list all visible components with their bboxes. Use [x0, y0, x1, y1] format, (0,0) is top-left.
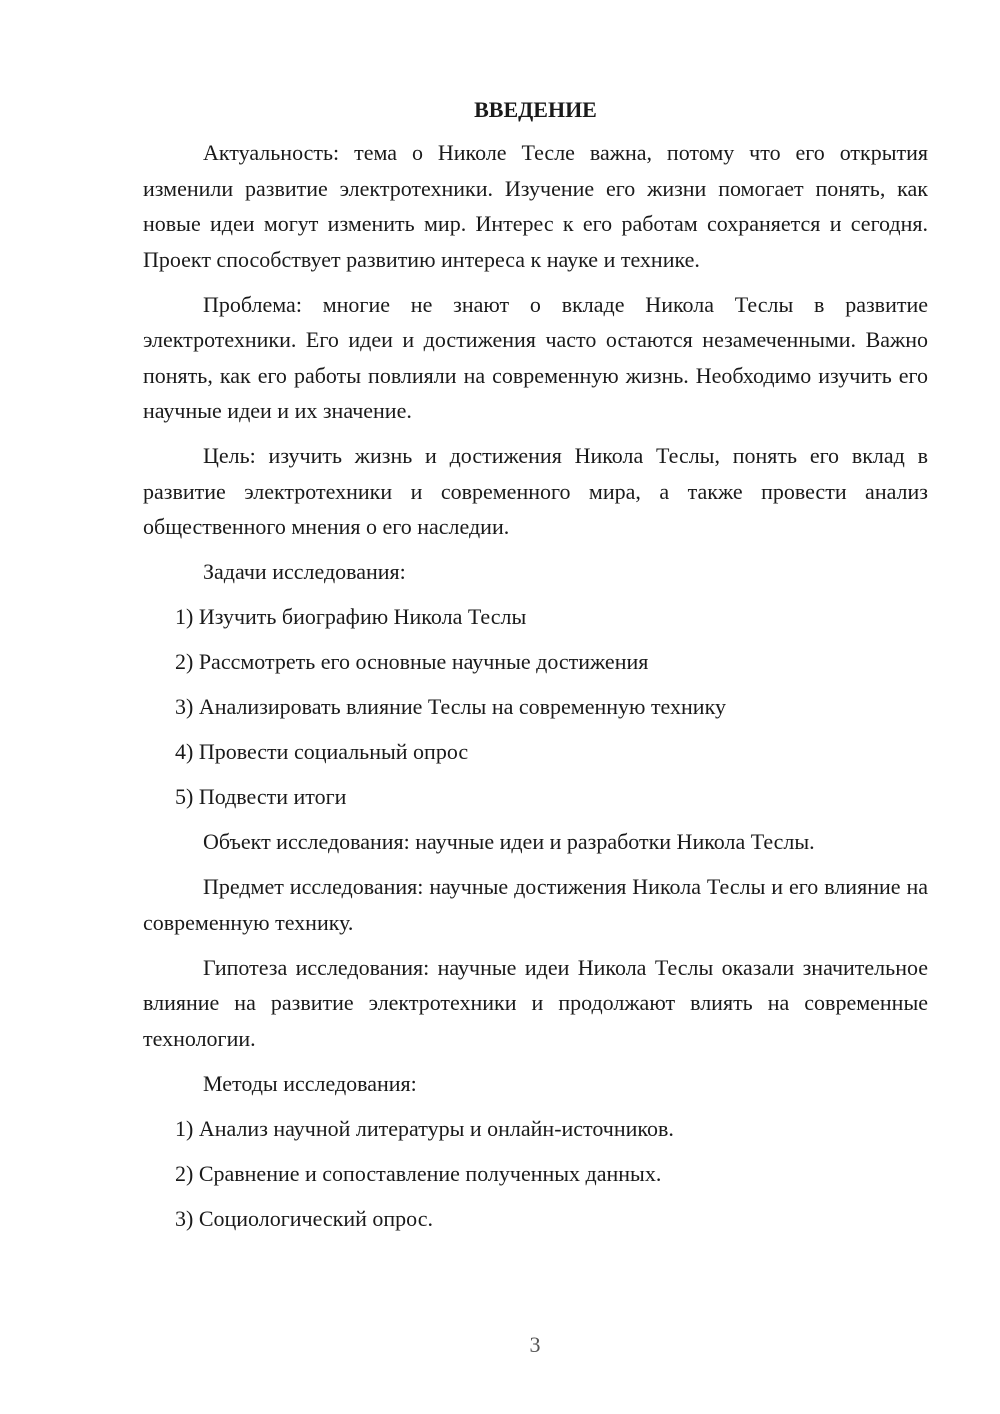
paragraph-object: Объект исследования: научные идеи и разработки Никола Теслы.: [203, 829, 815, 854]
paragraph-problem: Проблема: многие не знают о вкладе Никола Теслы в развитие электротехники. Его идеи и достижения часто остаются незамеченными. Важно понять, как его работы повлияли на современную жизнь. Необходимо изучить его научные идеи и их значение.: [143, 291, 928, 423]
document-page: [143, 92, 928, 1246]
page-title: ВВЕДЕНИЕ: [474, 97, 597, 122]
list-item: 3) Анализировать влияние Теслы на современную технику: [175, 694, 726, 719]
methods-list: [143, 1111, 928, 1237]
methods-heading: Методы исследования:: [203, 1070, 417, 1096]
list-item: 1) Изучить биографию Никола Теслы: [175, 604, 527, 629]
page-number: 3: [529, 1332, 541, 1357]
tasks-list: [143, 599, 928, 815]
paragraph-goal: Цель: изучить жизнь и достижения Никола Теслы, понять его вклад в развитие электротехники и современного мира, а также провести анализ общественного мнения о его наследии.: [143, 443, 928, 539]
list-item: 2) Сравнение и сопоставление полученных данных.: [175, 1160, 662, 1186]
tasks-heading: Задачи исследования:: [203, 559, 406, 584]
list-item: 1) Анализ научной литературы и онлайн-источников.: [175, 1115, 674, 1141]
list-item: 5) Подвести итоги: [175, 784, 347, 809]
paragraph-relevance: Актуальность: тема о Николе Тесле важна, потому что его открытия изменили развитие электротехники. Изучение его жизни помогает понять, как новые идеи могут изменить мир. Интерес к его работам сохраняется и сегодня. Проект способствует развитию интереса к науке и технике.: [143, 140, 928, 272]
list-item: 2) Рассмотреть его основные научные достижения: [175, 649, 649, 674]
list-item: 4) Провести социальный опрос: [175, 739, 469, 764]
paragraph-subject: Предмет исследования: научные достижения Никола Теслы и его влияние на современную технику.: [143, 874, 928, 935]
list-item: 3) Социологический опрос.: [175, 1205, 433, 1231]
paragraph-hypothesis: Гипотеза исследования: научные идеи Никола Теслы оказали значительное влияние на развитие электротехники и продолжают влиять на современные технологии.: [143, 954, 928, 1051]
